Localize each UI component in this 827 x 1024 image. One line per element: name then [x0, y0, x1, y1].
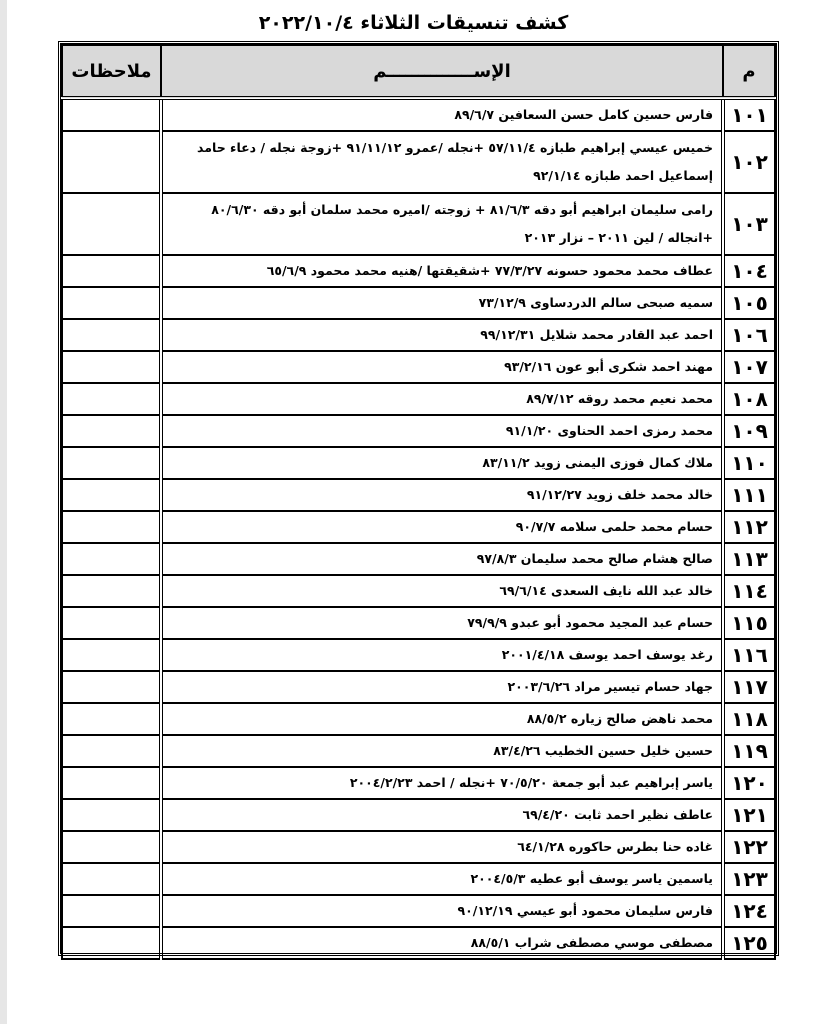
row-number: ١١٥ — [723, 607, 775, 639]
row-notes — [62, 131, 161, 193]
row-notes — [62, 799, 161, 831]
row-number: ١٠٦ — [723, 319, 775, 351]
row-notes — [62, 351, 161, 383]
row-name: محمد نعيم محمد روقه ٨٩/٧/١٢ — [161, 383, 723, 415]
row-name: حسام محمد حلمى سلامه ٩٠/٧/٧ — [161, 511, 723, 543]
page-edge — [0, 0, 7, 1024]
row-name: ياسر إبراهيم عبد أبو جمعة ٧٠/٥/٢٠ +نجله / احمد ٢٠٠٤/٢/٢٣ — [161, 767, 723, 799]
row-number: ١١٨ — [723, 703, 775, 735]
row-number: ١٠٥ — [723, 287, 775, 319]
row-number: ١١٢ — [723, 511, 775, 543]
row-notes — [62, 735, 161, 767]
table-row — [62, 735, 775, 767]
row-number: ١١٤ — [723, 575, 775, 607]
row-notes — [62, 703, 161, 735]
table-row — [62, 575, 775, 607]
row-number: ١٠٣ — [723, 193, 775, 255]
row-number: ١٠٧ — [723, 351, 775, 383]
row-name: محمد ناهض صالح زياره ٨٨/٥/٢ — [161, 703, 723, 735]
row-name: فارس حسين كامل حسن السعافين ٨٩/٦/٧ — [161, 98, 723, 131]
table-row — [62, 255, 775, 287]
row-name: غاده حنا بطرس حاكوره ٦٤/١/٢٨ — [161, 831, 723, 863]
table-row — [62, 98, 775, 131]
table-row — [62, 511, 775, 543]
row-name: محمد رمزى احمد الحناوى ٩١/١/٢٠ — [161, 415, 723, 447]
row-name: حسين خليل حسين الخطيب ٨٣/٤/٢٦ — [161, 735, 723, 767]
row-name: احمد عبد القادر محمد شلايل ٩٩/١٢/٣١ — [161, 319, 723, 351]
row-notes — [62, 863, 161, 895]
row-name: رامى سليمان ابراهيم أبو دقه ٨١/٦/٣ + زوجته /اميره محمد سلمان أبو دقه ٨٠/٦/٣٠ +انجاله / لين ٢٠١١ – نزار ٢٠١٣ — [161, 193, 723, 255]
row-number: ١٠٤ — [723, 255, 775, 287]
table-row — [62, 639, 775, 671]
row-number: ١٢١ — [723, 799, 775, 831]
row-number: ١٢٢ — [723, 831, 775, 863]
row-notes — [62, 543, 161, 575]
row-name: صالح هشام صالح محمد سليمان ٩٧/٨/٣ — [161, 543, 723, 575]
row-name: خميس عيسي إبراهيم طبازه ٥٧/١١/٤ +نجله /عمرو ٩١/١١/١٢ +زوجة نجله / دعاء حامد إسماعيل احمد طبازه ٩٢/١/١٤ — [161, 131, 723, 193]
row-notes — [62, 895, 161, 927]
table-row — [62, 703, 775, 735]
row-number: ١٠٩ — [723, 415, 775, 447]
row-notes — [62, 671, 161, 703]
table-header-row — [62, 45, 775, 98]
table-row — [62, 607, 775, 639]
table-row — [62, 831, 775, 863]
row-name: سميه صبحى سالم الدردساوى ٧٣/١٢/٩ — [161, 287, 723, 319]
row-notes — [62, 255, 161, 287]
row-number: ١٠١ — [723, 98, 775, 131]
header-number: م — [723, 45, 775, 98]
row-number: ١٠٢ — [723, 131, 775, 193]
table-row — [62, 351, 775, 383]
table-row — [62, 383, 775, 415]
header-name: الإســــــــــــــم — [161, 45, 723, 98]
row-notes — [62, 193, 161, 255]
row-name: عاطف نظير احمد ثابت ٦٩/٤/٢٠ — [161, 799, 723, 831]
row-number: ١١٠ — [723, 447, 775, 479]
table-row — [62, 131, 775, 193]
row-name: حسام عبد المجيد محمود أبو عبدو ٧٩/٩/٩ — [161, 607, 723, 639]
row-name: خالد عبد الله نايف السعدى ٦٩/٦/١٤ — [161, 575, 723, 607]
row-number: ١١١ — [723, 479, 775, 511]
row-number: ١١٩ — [723, 735, 775, 767]
table-row — [62, 671, 775, 703]
row-number: ١١٧ — [723, 671, 775, 703]
table-row — [62, 767, 775, 799]
row-number: ١٢٤ — [723, 895, 775, 927]
row-notes — [62, 383, 161, 415]
row-notes — [62, 639, 161, 671]
row-notes — [62, 927, 161, 959]
row-name: فارس سليمان محمود أبو عيسي ٩٠/١٢/١٩ — [161, 895, 723, 927]
table-row — [62, 863, 775, 895]
table-row — [62, 479, 775, 511]
table-row — [62, 415, 775, 447]
table-row — [62, 543, 775, 575]
row-name: خالد محمد خلف زويد ٩١/١٢/٢٧ — [161, 479, 723, 511]
row-name: مصطفى موسي مصطفى شراب ٨٨/٥/١ — [161, 927, 723, 959]
coordination-table — [61, 44, 776, 960]
row-name: عطاف محمد محمود حسونه ٧٧/٣/٢٧ +شقيقتها /هنيه محمد محمود ٦٥/٦/٩ — [161, 255, 723, 287]
row-notes — [62, 511, 161, 543]
row-name: ياسمين ياسر يوسف أبو عطيه ٢٠٠٤/٥/٣ — [161, 863, 723, 895]
row-notes — [62, 607, 161, 639]
row-number: ١٠٨ — [723, 383, 775, 415]
row-notes — [62, 479, 161, 511]
row-notes — [62, 831, 161, 863]
coordination-table-frame — [58, 41, 779, 956]
table-row — [62, 447, 775, 479]
row-notes — [62, 767, 161, 799]
table-row — [62, 287, 775, 319]
row-name: مهند احمد شكرى أبو عون ٩٣/٢/١٦ — [161, 351, 723, 383]
table-body — [62, 98, 775, 959]
row-notes — [62, 98, 161, 131]
table-row — [62, 927, 775, 959]
row-notes — [62, 287, 161, 319]
row-number: ١٢٣ — [723, 863, 775, 895]
table-row — [62, 319, 775, 351]
row-notes — [62, 575, 161, 607]
row-name: جهاد حسام تيسير مراد ٢٠٠٣/٦/٢٦ — [161, 671, 723, 703]
row-number: ١٢٥ — [723, 927, 775, 959]
row-number: ١٢٠ — [723, 767, 775, 799]
row-number: ١١٦ — [723, 639, 775, 671]
row-number: ١١٣ — [723, 543, 775, 575]
row-name: رغد يوسف احمد يوسف ٢٠٠١/٤/١٨ — [161, 639, 723, 671]
table-row — [62, 895, 775, 927]
table-row — [62, 799, 775, 831]
header-notes: ملاحظات — [62, 45, 161, 98]
row-notes — [62, 447, 161, 479]
row-notes — [62, 319, 161, 351]
page-title: كشف تنسيقات الثلاثاء ٢٠٢٢/١٠/٤ — [258, 12, 569, 34]
row-name: ملاك كمال فوزى اليمنى زويد ٨٣/١١/٢ — [161, 447, 723, 479]
row-notes — [62, 415, 161, 447]
table-row — [62, 193, 775, 255]
